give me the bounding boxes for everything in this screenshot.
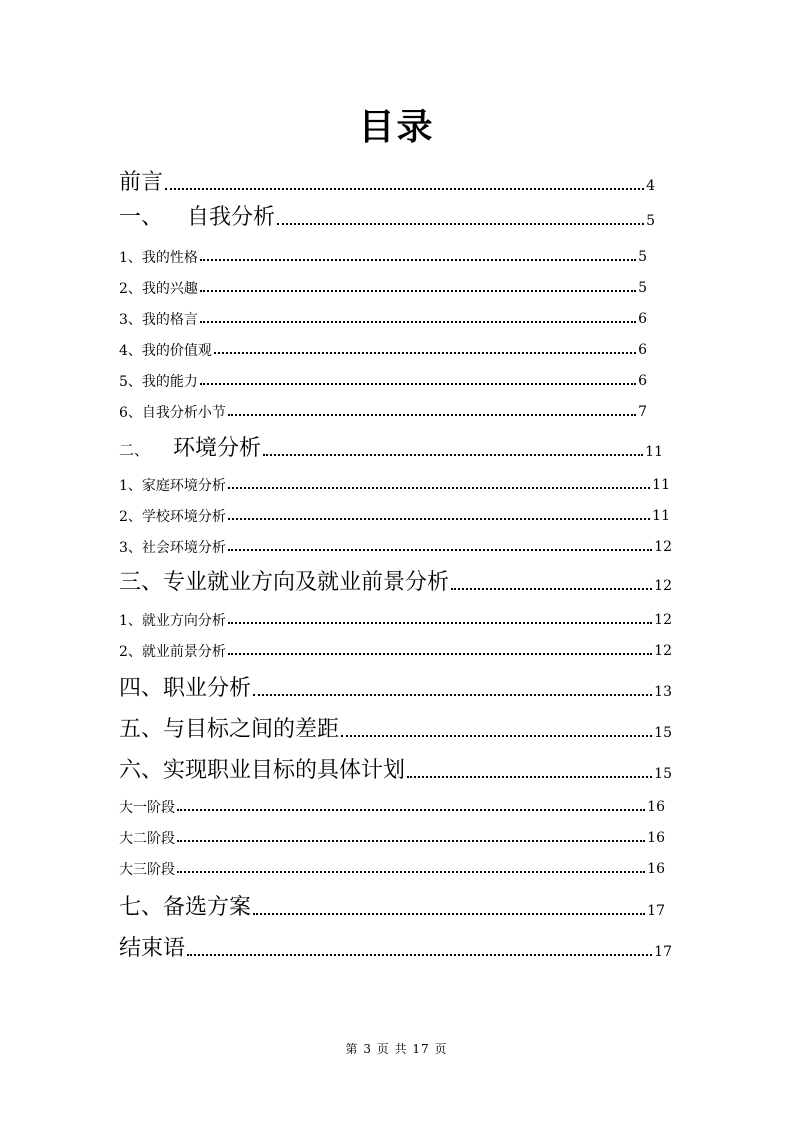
- toc-entry-text: 自我分析: [187, 205, 276, 230]
- dot-leader: [228, 486, 650, 489]
- toc-entry-page: 5: [638, 249, 647, 265]
- dot-leader: [177, 839, 645, 842]
- toc-entry-page: 5: [646, 213, 655, 230]
- toc-entry-label: 6、自我分析小节: [119, 405, 226, 421]
- toc-title: 目录: [358, 106, 435, 148]
- dot-leader: [200, 382, 636, 385]
- dot-leader: [200, 320, 636, 323]
- toc-entry[interactable]: [119, 280, 647, 297]
- toc-entry-page: 6: [638, 373, 647, 389]
- toc-entry-page: 12: [654, 612, 672, 628]
- dot-leader: [253, 912, 645, 915]
- dot-leader: [177, 870, 645, 873]
- toc-entry[interactable]: [119, 249, 647, 266]
- toc-entry-label: 七、备选方案: [119, 895, 252, 920]
- dot-leader: [277, 222, 644, 225]
- toc-entry-label: [119, 436, 261, 461]
- toc-entry-page: 16: [647, 861, 665, 877]
- dot-leader: [341, 734, 652, 737]
- toc-entry-text: 环境分析: [173, 436, 262, 461]
- toc-entry[interactable]: [119, 676, 672, 701]
- toc-entry[interactable]: [119, 936, 672, 961]
- toc-entry-page: 15: [654, 766, 672, 783]
- toc-entry-page: 11: [652, 508, 670, 524]
- toc-entry-page: 12: [654, 643, 672, 659]
- toc-entry[interactable]: [119, 342, 647, 359]
- toc-entry-label: 前言: [119, 170, 164, 195]
- toc-entry-label: 4、我的价值观: [119, 343, 212, 359]
- toc-entry-page: 15: [654, 725, 672, 742]
- toc-entry-label: 1、家庭环境分析: [119, 478, 226, 494]
- toc-entry[interactable]: [119, 170, 655, 195]
- toc-entry-page: 13: [654, 684, 672, 701]
- dot-leader: [214, 351, 636, 354]
- dot-leader: [187, 953, 652, 956]
- toc-entry[interactable]: [119, 477, 670, 494]
- toc-entry-label: 三、专业就业方向及就业前景分析: [119, 570, 450, 595]
- toc-entry-page: 11: [652, 477, 670, 493]
- toc-entry-page: 17: [654, 944, 672, 961]
- toc-entry[interactable]: [119, 799, 665, 816]
- dot-leader: [228, 517, 650, 520]
- dot-leader: [263, 453, 643, 456]
- toc-entry-page: 4: [646, 178, 655, 195]
- toc-entry-number: 二、: [119, 441, 150, 459]
- dot-leader: [200, 258, 636, 261]
- toc-entry-page: 12: [654, 539, 672, 555]
- dot-leader: [177, 808, 645, 811]
- toc-entry-label: 大一阶段: [119, 800, 175, 816]
- toc-entry-page: 16: [647, 830, 665, 846]
- toc-entry-label: 2、我的兴趣: [119, 281, 198, 297]
- toc-entry[interactable]: [119, 612, 672, 629]
- toc-entry[interactable]: [119, 404, 647, 421]
- toc-entry[interactable]: [119, 895, 665, 920]
- toc-entry-page: 16: [647, 799, 665, 815]
- toc-entry[interactable]: [119, 508, 670, 525]
- toc-entry-label: 六、实现职业目标的具体计划: [119, 758, 406, 783]
- dot-leader: [200, 289, 636, 292]
- dot-leader: [407, 775, 652, 778]
- toc-entry[interactable]: [119, 570, 672, 595]
- toc-entry[interactable]: [119, 373, 647, 390]
- toc-entry-label: 3、社会环境分析: [119, 540, 226, 556]
- toc-entry-number: 一、: [119, 205, 164, 230]
- toc-entry-label: 2、就业前景分析: [119, 644, 226, 660]
- toc-entry-page: 17: [647, 903, 665, 920]
- toc-entry[interactable]: [119, 205, 655, 230]
- dot-leader: [253, 693, 652, 696]
- toc-entry-label: 结束语: [119, 936, 186, 961]
- toc-entry-label: 1、我的性格: [119, 250, 198, 266]
- dot-leader: [228, 621, 652, 624]
- toc-entry-label: 五、与目标之间的差距: [119, 717, 340, 742]
- toc-entry-page: 6: [638, 342, 647, 358]
- dot-leader: [228, 413, 636, 416]
- toc-entry-label: 2、学校环境分析: [119, 509, 226, 525]
- toc-entry[interactable]: [119, 436, 663, 461]
- toc-entry-page: 5: [638, 280, 647, 296]
- toc-entry-label: 5、我的能力: [119, 374, 198, 390]
- toc-entry-label: 1、就业方向分析: [119, 613, 226, 629]
- dot-leader: [165, 187, 644, 190]
- toc-entry-page: 7: [638, 404, 647, 420]
- toc-entry[interactable]: [119, 830, 665, 847]
- dot-leader: [451, 587, 652, 590]
- toc-entry[interactable]: [119, 758, 672, 783]
- dot-leader: [228, 548, 652, 551]
- toc-entry[interactable]: [119, 311, 647, 328]
- toc-entry-page: 11: [645, 444, 663, 461]
- toc-entry[interactable]: [119, 861, 665, 878]
- toc-entry-label: 大三阶段: [119, 862, 175, 878]
- page-footer: 第 3 页 共 17 页: [345, 1042, 448, 1056]
- toc-entry-page: 12: [654, 578, 672, 595]
- toc-entry-label: 大二阶段: [119, 831, 175, 847]
- toc-entry[interactable]: [119, 643, 672, 660]
- toc-entry-label: 四、职业分析: [119, 676, 252, 701]
- toc-entry[interactable]: [119, 717, 672, 742]
- toc-entry-label: 3、我的格言: [119, 312, 198, 328]
- toc-entry-label: [119, 205, 275, 230]
- toc-entry[interactable]: [119, 539, 672, 556]
- dot-leader: [228, 652, 652, 655]
- toc-entry-page: 6: [638, 311, 647, 327]
